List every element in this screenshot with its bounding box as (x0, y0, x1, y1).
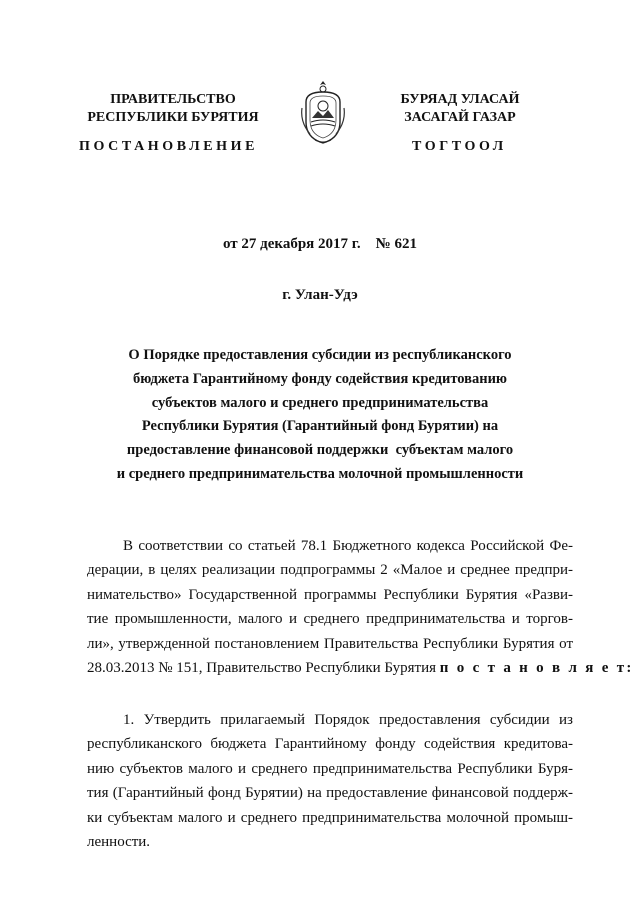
preamble-line: В соответствии со статьей 78.1 Бюджетного кодекса Российской Фе- (123, 538, 573, 554)
item-1-line: 1. Утвердить прилагаемый Порядок предоставления субсидии из (123, 712, 573, 728)
item-1-paragraph (87, 708, 573, 854)
title-line: О Порядке предоставления субсидии из республиканского (128, 347, 512, 363)
preamble-line: тие промышленности, малого и среднего предпринимательства и торгов- (87, 611, 573, 628)
title-line: субъектов малого и среднего предпринимательства (151, 394, 489, 411)
issuer-line-1: ПРАВИТЕЛЬСТВО (110, 92, 236, 107)
title-line: Республики Бурятия (Гарантийный фонд Бурятии) на (141, 418, 499, 435)
item-1-line: ленности. (87, 834, 151, 851)
issuer-line-2: РЕСПУБЛИКИ БУРЯТИЯ (87, 110, 259, 125)
document-type-russian: ПОСТАНОВЛЕНИЕ (79, 139, 259, 154)
preamble-line: дерации, в целях реализации подпрограммы 2 «Малое и среднее предпри- (87, 562, 573, 579)
title-line: предоставление финансовой поддержки субъектам малого (126, 442, 514, 459)
preamble-paragraph (87, 534, 634, 680)
item-1-line: ки субъектам малого и среднего предпринимательства молочной промыш- (87, 809, 573, 826)
issuer-buryat-line-2: ЗАСАГАЙ ГАЗАР (404, 110, 516, 125)
item-1-line: республиканского бюджета Гарантийному фонду содействия кредитова- (87, 736, 573, 753)
title-line: бюджета Гарантийному фонду содействия кредитованию (132, 370, 508, 387)
issuer-name-russian (78, 91, 268, 127)
document-type-buryat: ТОГТООЛ (412, 139, 507, 154)
preamble-line: нимательство» Государственной программы Республики Бурятия «Разви- (87, 586, 573, 603)
preamble-last-text: 28.03.2013 № 151, Правительство Республики Бурятия (87, 660, 440, 677)
issuer-name-buryat (390, 91, 530, 127)
issuer-buryat-line-1: БУРЯАД УЛАСАЙ (400, 92, 520, 107)
item-1-line: нию субъектов малого и среднего предпринимательства Республики Буря- (87, 760, 573, 777)
preamble-line-last (87, 656, 634, 680)
resolution-verb: п о с т а н о в л я е т: (439, 660, 634, 677)
coat-of-arms-icon (298, 78, 348, 146)
document-date-number: от 27 декабря 2017 г. № 621 (223, 236, 417, 252)
title-line: и среднего предпринимательства молочной промышленности (116, 465, 524, 482)
item-1-line: тия (Гарантийный фонд Бурятии) на предоставление финансовой поддерж- (87, 785, 573, 802)
document-title (100, 344, 540, 487)
preamble-line: ли», утвержденной постановлением Правительства Республики Бурятия от (87, 635, 573, 652)
document-city: г. Улан-Удэ (282, 287, 358, 303)
